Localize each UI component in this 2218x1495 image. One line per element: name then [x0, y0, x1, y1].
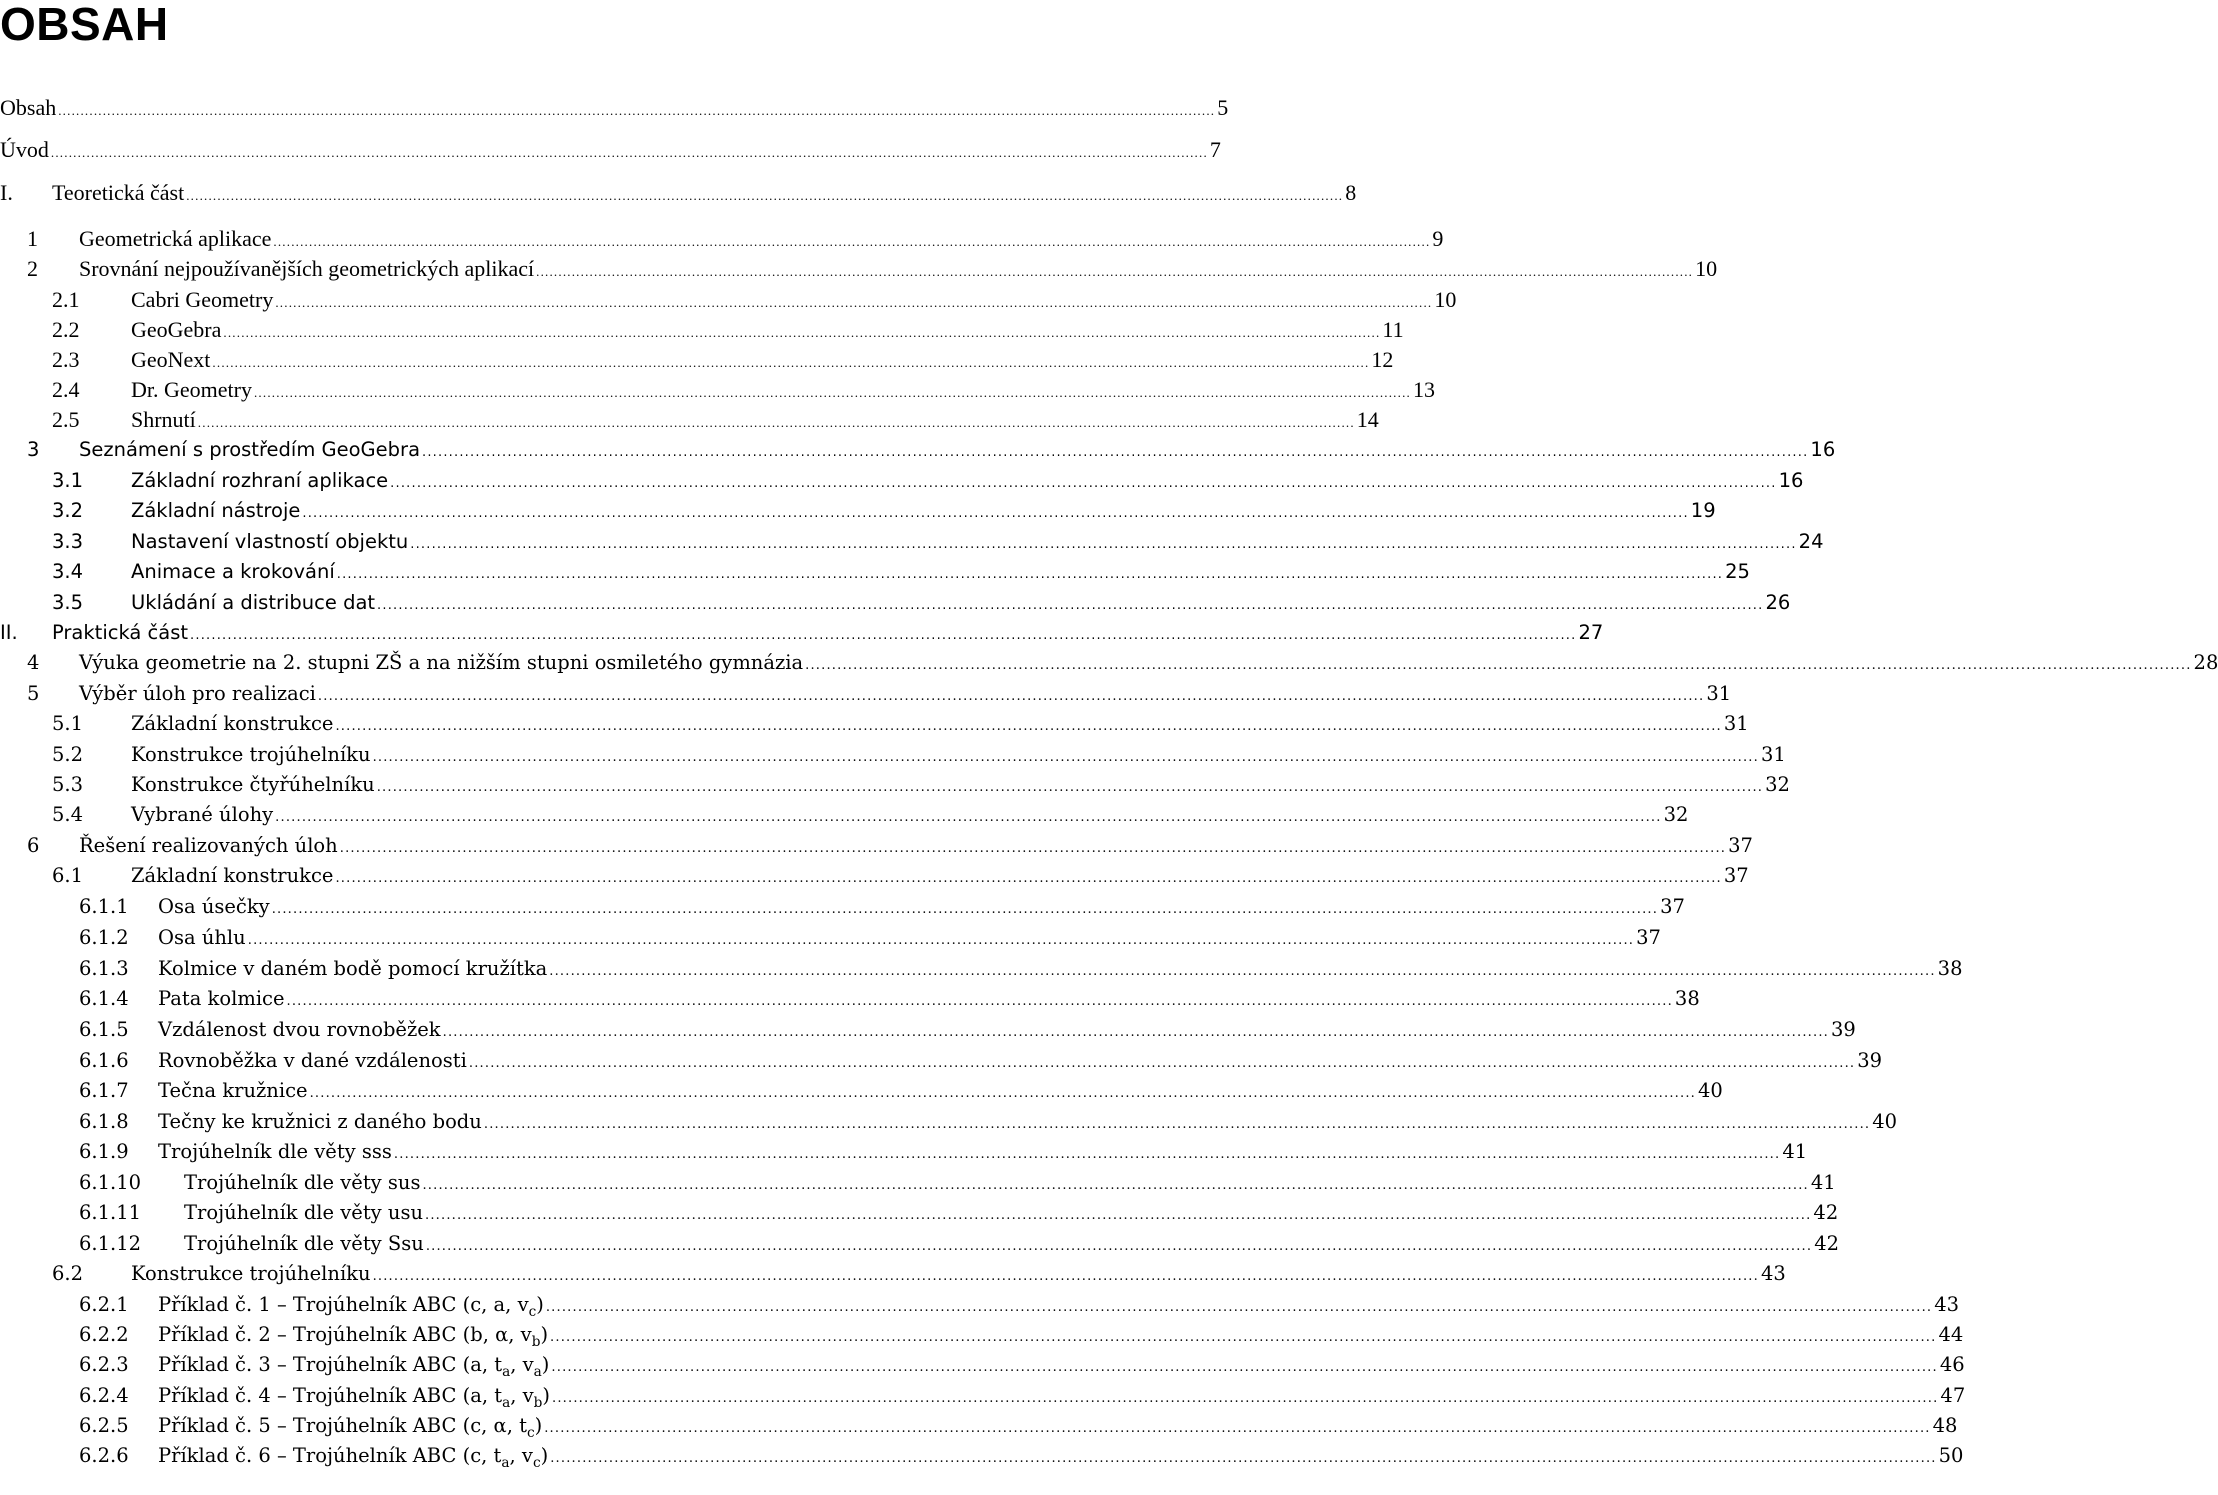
dot-leader: .................................................................................................................................................................................................................................................................... — [247, 933, 1635, 948]
toc-label-text: Vybrané úlohy — [131, 803, 274, 826]
toc-entry[interactable] — [27, 648, 2218, 678]
dot-leader: .................................................................................................................................................................................................................................................................... — [545, 1300, 1933, 1315]
toc-label-text: GeoNext — [131, 347, 211, 372]
toc-entry-page: 13 — [1412, 377, 1435, 402]
toc-entry-number: 3 — [27, 438, 40, 461]
toc-label-text: ) — [540, 1444, 549, 1467]
toc-entry-page: 31 — [1723, 712, 1749, 735]
dot-leader: .................................................................................................................................................................................................................................................................... — [805, 658, 2192, 673]
toc-entry-label — [158, 984, 285, 1014]
toc-entry-number: 3.1 — [52, 469, 84, 492]
toc-entry-page: 19 — [1690, 499, 1716, 522]
toc-label-text: Geometrická aplikace — [79, 226, 272, 251]
toc-entry-label — [79, 224, 271, 254]
toc-entry-label — [52, 618, 188, 648]
toc-entry-number: 3.2 — [52, 499, 84, 522]
toc-entry-number: 5.1 — [52, 712, 84, 735]
toc-entry-label — [158, 1076, 308, 1106]
toc-entry-label — [131, 709, 333, 739]
toc-entry-label — [131, 527, 408, 557]
toc-label-text: Základní rozhraní aplikace — [131, 469, 389, 492]
toc-entry-label — [184, 1198, 423, 1228]
toc-entry[interactable] — [79, 1046, 1883, 1076]
toc-entry-page: 10 — [1434, 287, 1457, 312]
toc-label-text: ) — [534, 1414, 543, 1437]
toc-entry-label — [131, 496, 300, 526]
toc-entry-label — [79, 679, 316, 709]
toc-entry-number: 5.4 — [52, 803, 84, 826]
toc-entry-number: 6.1 — [52, 864, 84, 887]
toc-label-text: Konstrukce trojúhelníku — [131, 743, 371, 766]
toc-entry[interactable] — [52, 345, 1394, 375]
toc-entry-page: 26 — [1765, 591, 1791, 614]
toc-entry-page: 50 — [1938, 1444, 1964, 1467]
toc-entry[interactable] — [79, 1015, 1856, 1045]
toc-entry-page: 31 — [1706, 682, 1732, 705]
toc-label-subscript: a — [502, 1394, 511, 1411]
toc-entry[interactable] — [79, 1381, 1966, 1411]
toc-label-text: Animace a krokování — [131, 560, 335, 583]
toc-entry-page: 38 — [1674, 987, 1700, 1010]
toc-entry-label — [131, 1259, 371, 1289]
toc-label-text: Dr. Geometry — [131, 377, 252, 402]
dot-leader: .................................................................................................................................................................................................................................................................... — [212, 355, 1370, 370]
toc-entry-number: 5.2 — [52, 743, 84, 766]
toc-label-text: Řešení realizovaných úloh — [79, 834, 338, 857]
toc-entry-page: 41 — [1810, 1171, 1836, 1194]
toc-label-text: Praktická část — [52, 621, 189, 644]
toc-label-text: ) — [540, 1323, 549, 1346]
toc-entry[interactable] — [52, 496, 1716, 526]
toc-entry[interactable] — [0, 618, 1604, 648]
toc-entry-label — [158, 923, 246, 953]
toc-entry-page: 40 — [1872, 1110, 1898, 1133]
dot-leader: .................................................................................................................................................................................................................................................................... — [275, 295, 1433, 310]
toc-entry-label — [79, 254, 534, 284]
toc-entry[interactable] — [52, 800, 1689, 830]
dot-leader: .................................................................................................................................................................................................................................................................... — [410, 537, 1797, 552]
toc-label-subscript: b — [531, 1333, 541, 1350]
toc-label-text: Trojúhelník dle věty sus — [184, 1171, 421, 1194]
dot-leader: .................................................................................................................................................................................................................................................................... — [253, 385, 1411, 400]
toc-entry-number: 2.3 — [52, 347, 80, 372]
toc-entry-page: 42 — [1814, 1232, 1840, 1255]
toc-entry-label — [131, 315, 221, 345]
toc-entry-label — [158, 1350, 549, 1380]
toc-entry-label — [158, 1046, 467, 1076]
toc-entry[interactable] — [52, 557, 1750, 587]
toc-label-text: , v — [509, 1444, 533, 1467]
toc-label-text: Obsah — [0, 95, 57, 120]
toc-entry-label — [131, 557, 335, 587]
toc-entry[interactable] — [52, 588, 1791, 618]
toc-label-subscript: a — [501, 1454, 510, 1471]
toc-entry-page: 11 — [1382, 317, 1404, 342]
toc-label-text: Úvod — [0, 137, 49, 162]
page-title: OBSAH — [0, 0, 169, 50]
toc-entry-page: 44 — [1938, 1323, 1964, 1346]
toc-label-text: Trojúhelník dle věty sss — [158, 1140, 392, 1163]
toc-entry-label — [52, 178, 184, 208]
toc-label-text: Příklad č. 2 – Trojúhelník ABC (b, α, v — [158, 1323, 532, 1346]
toc-entry-page: 38 — [1937, 957, 1963, 980]
dot-leader: .................................................................................................................................................................................................................................................................... — [339, 841, 1727, 856]
toc-entry-page: 12 — [1371, 347, 1394, 372]
toc-entry-number: 6.1.8 — [79, 1110, 129, 1133]
toc-entry-page: 41 — [1782, 1140, 1808, 1163]
toc-entry-label — [131, 740, 371, 770]
toc-entry-number: 3.3 — [52, 530, 84, 553]
toc-label-text: Příklad č. 6 – Trojúhelník ABC (c, t — [158, 1444, 502, 1467]
toc-entry[interactable] — [79, 1198, 1839, 1228]
toc-entry-label — [131, 405, 196, 435]
dot-leader: .................................................................................................................................................................................................................................................................... — [271, 902, 1659, 917]
dot-leader: .................................................................................................................................................................................................................................................................... — [190, 628, 1577, 643]
toc-label-text: Nastavení vlastností objektu — [131, 530, 409, 553]
toc-entry-number: 2.5 — [52, 407, 80, 432]
toc-entry-label — [131, 861, 333, 891]
toc-entry-page: 48 — [1932, 1414, 1958, 1437]
dot-leader: .................................................................................................................................................................................................................................................................... — [468, 1056, 1856, 1071]
toc-label-text: Základní nástroje — [131, 499, 301, 522]
toc-entry-label — [0, 135, 49, 165]
toc-label-text: Kolmice v daném bodě pomocí kružítka — [158, 957, 548, 980]
dot-leader: .................................................................................................................................................................................................................................................................... — [551, 1360, 1938, 1375]
toc-entry-number: 6 — [27, 834, 40, 857]
toc-label-subscript: b — [533, 1394, 543, 1411]
toc-label-text: Příklad č. 1 – Trojúhelník ABC (c, a, v — [158, 1293, 529, 1316]
toc-entry-label — [158, 1441, 548, 1471]
dot-leader: .................................................................................................................................................................................................................................................................... — [309, 1086, 1696, 1101]
dot-leader: .................................................................................................................................................................................................................................................................... — [483, 1117, 1871, 1132]
toc-entry[interactable] — [52, 315, 1404, 345]
toc-entry[interactable] — [27, 679, 1732, 709]
toc-entry[interactable] — [79, 1137, 1808, 1167]
toc-entry-page: 28 — [2193, 651, 2218, 674]
toc-entry-page: 24 — [1798, 530, 1824, 553]
toc-label-text: , v — [510, 1384, 534, 1407]
toc-entry[interactable] — [52, 861, 1749, 891]
toc-entry[interactable] — [79, 1229, 1840, 1259]
toc-entry-page: 14 — [1356, 407, 1379, 432]
toc-entry-number: 2.4 — [52, 377, 80, 402]
toc-entry-number: 6.2.4 — [79, 1384, 129, 1407]
toc-label-text: Pata kolmice — [158, 987, 285, 1010]
toc-label-text: Konstrukce čtyřúhelníku — [131, 773, 375, 796]
toc-entry[interactable] — [79, 892, 1685, 922]
toc-entry-label — [131, 285, 273, 315]
toc-entry[interactable] — [52, 1259, 1786, 1289]
toc-entry-label — [184, 1168, 420, 1198]
toc-entry-label — [131, 588, 375, 618]
toc-label-text: Výběr úloh pro realizaci — [79, 682, 316, 705]
dot-leader: .................................................................................................................................................................................................................................................................... — [197, 415, 1355, 430]
toc-entry-number: 6.1.11 — [79, 1201, 142, 1224]
toc-entry[interactable] — [52, 709, 1749, 739]
toc-entry[interactable] — [79, 1290, 1960, 1320]
toc-entry-label — [158, 1015, 441, 1045]
toc-entry[interactable] — [27, 831, 1753, 861]
toc-label-subscript: c — [528, 1303, 537, 1320]
dot-leader: .................................................................................................................................................................................................................................................................... — [273, 234, 1431, 249]
toc-label-text: GeoGebra — [131, 317, 222, 342]
toc-label-text: Osa úsečky — [158, 895, 270, 918]
toc-entry-number: 6.2 — [52, 1262, 84, 1285]
toc-entry[interactable] — [27, 254, 1718, 284]
toc-entry-page: 39 — [1831, 1018, 1856, 1041]
toc-label-text: Rovnoběžka v dané vzdálenosti — [158, 1049, 467, 1072]
dot-leader: .................................................................................................................................................................................................................................................................... — [442, 1025, 1830, 1040]
toc-entry-label — [79, 435, 420, 465]
toc-label-text: Shrnutí — [131, 407, 196, 432]
toc-entry-label — [131, 800, 273, 830]
toc-label-subscript: c — [532, 1454, 541, 1471]
toc-entry-number: 6.1.3 — [79, 957, 129, 980]
toc-entry-number: 6.1.9 — [79, 1140, 129, 1163]
toc-entry-label — [158, 1107, 482, 1137]
toc-entry-page: 46 — [1939, 1353, 1965, 1376]
toc-entry-number: 6.1.10 — [79, 1171, 142, 1194]
toc-entry-number: 6.1.2 — [79, 926, 129, 949]
toc-entry-label — [158, 954, 547, 984]
toc-entry[interactable] — [52, 466, 1804, 496]
toc-entry-page: 43 — [1760, 1262, 1786, 1285]
toc-label-subscript: a — [533, 1363, 542, 1380]
toc-entry-number: 4 — [27, 651, 40, 674]
toc-entry[interactable] — [27, 435, 1836, 465]
toc-label-text: Konstrukce trojúhelníku — [131, 1262, 371, 1285]
toc-entry[interactable] — [0, 93, 1229, 123]
toc-entry[interactable] — [79, 954, 1963, 984]
toc-entry-page: 5 — [1217, 95, 1229, 120]
dot-leader: .................................................................................................................................................................................................................................................................... — [58, 103, 1216, 118]
toc-entry-number: 6.1.7 — [79, 1079, 129, 1102]
toc-label-text: ) — [542, 1384, 550, 1407]
toc-label-subscript: c — [526, 1424, 535, 1441]
dot-leader: .................................................................................................................................................................................................................................................................... — [377, 598, 1764, 613]
dot-leader: .................................................................................................................................................................................................................................................................... — [223, 325, 1381, 340]
dot-leader: .................................................................................................................................................................................................................................................................... — [422, 1178, 1809, 1193]
toc-entry[interactable] — [79, 984, 1700, 1014]
toc-entry-number: 3.5 — [52, 591, 84, 614]
toc-label-text: Seznámení s prostředím GeoGebra — [79, 438, 421, 461]
toc-entry-number: 6.2.1 — [79, 1293, 129, 1316]
toc-entry[interactable] — [52, 770, 1790, 800]
dot-leader: .................................................................................................................................................................................................................................................................... — [372, 750, 1759, 765]
toc-entry-number: 6.2.2 — [79, 1323, 129, 1346]
dot-leader: .................................................................................................................................................................................................................................................................... — [286, 994, 1673, 1009]
toc-entry-page: 9 — [1432, 226, 1444, 251]
dot-leader: .................................................................................................................................................................................................................................................................... — [336, 567, 1724, 582]
dot-leader: .................................................................................................................................................................................................................................................................... — [376, 780, 1764, 795]
toc-entry-label — [158, 1411, 542, 1441]
toc-entry-page: 39 — [1857, 1049, 1883, 1072]
toc-label-text: Srovnání nejpoužívanějších geometrických aplikací — [79, 256, 535, 281]
toc-entry-label — [184, 1229, 424, 1259]
toc-entry[interactable] — [79, 1107, 1898, 1137]
toc-entry[interactable] — [52, 740, 1786, 770]
toc-entry-number: 6.1.5 — [79, 1018, 129, 1041]
toc-entry-page: 42 — [1813, 1201, 1839, 1224]
toc-label-text: Tečna kružnice — [158, 1079, 308, 1102]
toc-entry-page: 25 — [1725, 560, 1750, 583]
toc-entry-number: 3.4 — [52, 560, 84, 583]
toc-label-text: Příklad č. 5 – Trojúhelník ABC (c, α, t — [158, 1414, 527, 1437]
toc-entry-label — [131, 375, 252, 405]
toc-entry-page: 37 — [1723, 864, 1749, 887]
toc-entry-number: 2.1 — [52, 287, 80, 312]
toc-entry[interactable] — [79, 1168, 1836, 1198]
toc-entry-page: 40 — [1697, 1079, 1723, 1102]
toc-entry-number: 6.1.4 — [79, 987, 129, 1010]
toc-label-text: Trojúhelník dle věty usu — [184, 1201, 424, 1224]
toc-entry-number: 6.1.12 — [79, 1232, 142, 1255]
toc-entry-label — [0, 93, 56, 123]
toc-entry-number: I. — [0, 180, 13, 205]
dot-leader: .................................................................................................................................................................................................................................................................... — [372, 1269, 1759, 1284]
dot-leader: .................................................................................................................................................................................................................................................................... — [536, 264, 1694, 279]
toc-entry-page: 7 — [1209, 137, 1221, 162]
toc-entry-page: 47 — [1940, 1384, 1966, 1407]
toc-entry-number: 2.2 — [52, 317, 80, 342]
dot-leader: .................................................................................................................................................................................................................................................................... — [275, 810, 1662, 825]
toc-entry-number: 6.2.3 — [79, 1353, 129, 1376]
dot-leader: .................................................................................................................................................................................................................................................................... — [422, 445, 1809, 460]
toc-entry-number: 6.2.5 — [79, 1414, 129, 1437]
toc-entry-page: 37 — [1636, 926, 1661, 949]
toc-entry-page: 10 — [1695, 256, 1718, 281]
toc-entry-label — [158, 1320, 548, 1350]
toc-label-text: Výuka geometrie na 2. stupni ZŠ a na nižším stupni osmiletého gymnázia — [79, 651, 804, 674]
toc-entry[interactable] — [52, 285, 1457, 315]
toc-label-text: Teoretická část — [52, 180, 185, 205]
toc-entry[interactable] — [79, 1441, 1964, 1471]
toc-entry[interactable] — [52, 527, 1824, 557]
toc-entry-number: 6.2.6 — [79, 1444, 129, 1467]
toc-entry-number: 6.1.6 — [79, 1049, 129, 1072]
toc-entry[interactable] — [27, 224, 1444, 254]
toc-label-text: ) — [536, 1293, 544, 1316]
dot-leader: .................................................................................................................................................................................................................................................................... — [552, 1391, 1939, 1406]
toc-label-text: Základní konstrukce — [131, 712, 334, 735]
toc-entry-label — [131, 770, 375, 800]
toc-entry[interactable] — [0, 135, 1221, 165]
dot-leader: .................................................................................................................................................................................................................................................................... — [317, 689, 1705, 704]
toc-label-text: Ukládání a distribuce dat — [131, 591, 376, 614]
dot-leader: .................................................................................................................................................................................................................................................................... — [335, 871, 1722, 886]
dot-leader: .................................................................................................................................................................................................................................................................... — [550, 1451, 1937, 1466]
dot-leader: .................................................................................................................................................................................................................................................................... — [302, 506, 1689, 521]
toc-label-text: Cabri Geometry — [131, 287, 274, 312]
dot-leader: .................................................................................................................................................................................................................................................................... — [393, 1147, 1781, 1162]
toc-label-text: Tečny ke kružnici z daného bodu — [158, 1110, 482, 1133]
dot-leader: .................................................................................................................................................................................................................................................................... — [335, 719, 1722, 734]
dot-leader: .................................................................................................................................................................................................................................................................... — [425, 1208, 1812, 1223]
toc-label-text: ) — [541, 1353, 550, 1376]
dot-leader: .................................................................................................................................................................................................................................................................... — [549, 964, 1936, 979]
dot-leader: .................................................................................................................................................................................................................................................................... — [544, 1421, 1931, 1436]
toc-entry-page: 43 — [1934, 1293, 1960, 1316]
dot-leader: .................................................................................................................................................................................................................................................................... — [390, 476, 1777, 491]
toc-entry-label — [158, 1381, 550, 1411]
dot-leader: .................................................................................................................................................................................................................................................................... — [186, 188, 1344, 203]
toc-entry[interactable] — [79, 1320, 1964, 1350]
toc-entry-page: 31 — [1760, 743, 1786, 766]
toc-entry-number: 5 — [27, 682, 40, 705]
toc-entry-number: 2 — [27, 256, 38, 281]
toc-entry[interactable] — [52, 405, 1379, 435]
toc-entry-page: 32 — [1765, 773, 1790, 796]
toc-entry-page: 16 — [1810, 438, 1836, 461]
toc-label-text: Trojúhelník dle věty Ssu — [184, 1232, 424, 1255]
toc-entry-label — [158, 1137, 392, 1167]
toc-entry-label — [158, 1290, 544, 1320]
toc-entry[interactable] — [0, 178, 1357, 208]
toc-entry-label — [79, 831, 338, 861]
toc-label-text: Základní konstrukce — [131, 864, 334, 887]
toc-entry-page: 16 — [1778, 469, 1804, 492]
toc-entry-number: 1 — [27, 226, 38, 251]
dot-leader: .................................................................................................................................................................................................................................................................... — [425, 1239, 1813, 1254]
toc-label-text: , v — [510, 1353, 534, 1376]
toc-label-text: Osa úhlu — [158, 926, 246, 949]
toc-entry-label — [79, 648, 803, 678]
toc-entry[interactable] — [79, 1076, 1723, 1106]
toc-entry-number: II. — [0, 621, 18, 644]
toc-label-text: Příklad č. 4 – Trojúhelník ABC (a, t — [158, 1384, 503, 1407]
toc-entry-number: 6.1.1 — [79, 895, 129, 918]
toc-entry-label — [158, 892, 270, 922]
toc-entry-page: 32 — [1663, 803, 1689, 826]
toc-entry-number: 5.3 — [52, 773, 84, 796]
toc-entry[interactable] — [79, 1350, 1965, 1380]
toc-entry[interactable] — [79, 923, 1661, 953]
toc-entry-page: 8 — [1345, 180, 1357, 205]
toc-label-text: Příklad č. 3 – Trojúhelník ABC (a, t — [158, 1353, 503, 1376]
toc-entry-label — [131, 345, 210, 375]
toc-label-text: Vzdálenost dvou rovnoběžek — [158, 1018, 441, 1041]
toc-label-subscript: a — [502, 1363, 511, 1380]
toc-entry-page: 27 — [1578, 621, 1604, 644]
dot-leader: .................................................................................................................................................................................................................................................................... — [50, 145, 1208, 160]
toc-entry-page: 37 — [1660, 895, 1685, 918]
dot-leader: .................................................................................................................................................................................................................................................................... — [550, 1330, 1937, 1345]
toc-entry[interactable] — [79, 1411, 1958, 1441]
toc-entry[interactable] — [52, 375, 1435, 405]
toc-entry-label — [131, 466, 388, 496]
toc-entry-page: 37 — [1728, 834, 1753, 857]
